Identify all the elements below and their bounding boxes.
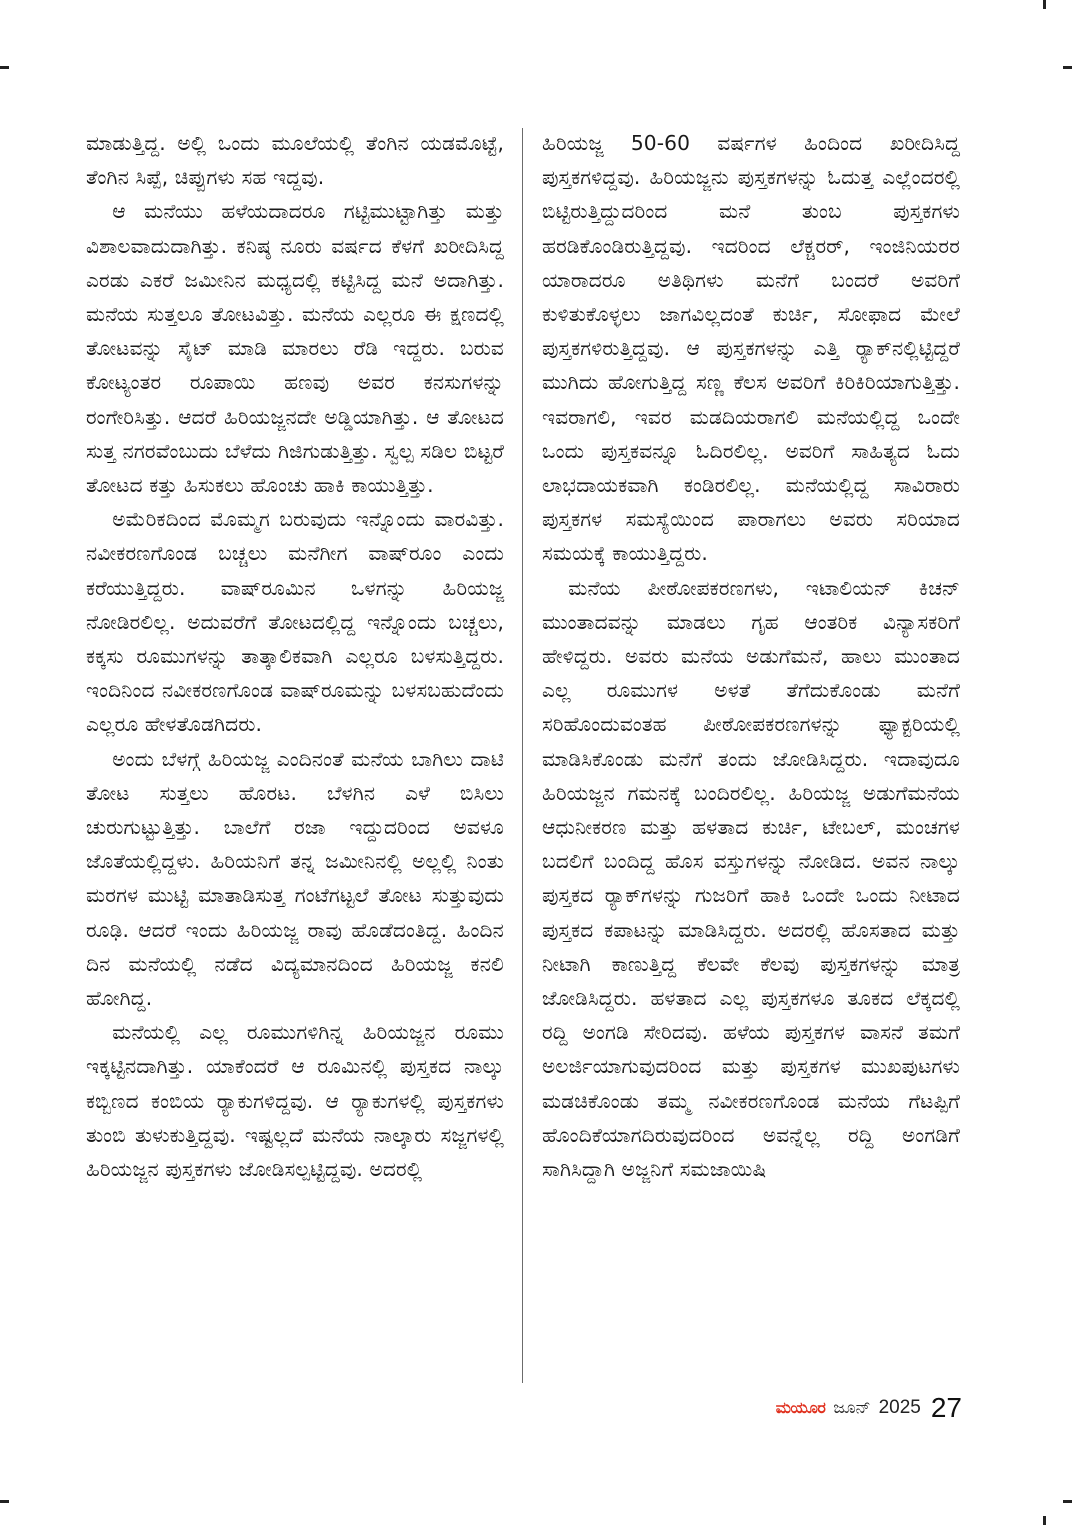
column-divider xyxy=(522,128,523,1383)
paragraph: ಮನೆಯ ಪೀಠೋಪಕರಣಗಳು, ಇಟಾಲಿಯನ್ ಕಿಚನ್ ಮುಂತಾದವನ್ನು ಮಾಡಲು ಗೃಹ ಆಂತರಿಕ ವಿನ್ಯಾಸಕರಿಗೆ ಹೇಳಿದ್ದರು. ಅವರು ಮನೆಯ ಅಡುಗೆಮನೆ, ಹಾಲು ಮುಂತಾದ ಎಲ್ಲ ರೂಮುಗಳ ಅಳತೆ ತೆಗೆದುಕೊಂಡು ಮನೆಗೆ ಸರಿಹೊಂದುವಂತಹ ಪೀಠೋಪಕರಣಗಳನ್ನು ಫ್ಯಾಕ್ಟರಿಯಲ್ಲಿ ಮಾಡಿಸಿಕೊಂಡು ಮನೆಗೆ ತಂದು ಜೋಡಿಸಿದ್ದರು. ಇದಾವುದೂ ಹಿರಿಯಜ್ಜನ ಗಮನಕ್ಕೆ ಬಂದಿರಲಿಲ್ಲ. ಹಿರಿಯಜ್ಜ ಅಡುಗೆಮನೆಯ ಆಧುನೀಕರಣ ಮತ್ತು ಹಳತಾದ ಕುರ್ಚಿ, ಟೇಬಲ್, ಮಂಚಗಳ ಬದಲಿಗೆ ಬಂದಿದ್ದ ಹೊಸ ವಸ್ತುಗಳನ್ನು ನೋಡಿದ. ಅವನ ನಾಲ್ಕು ಪುಸ್ತಕದ ರ್‍ಯಾಕ್‌ಗಳನ್ನು ಗುಜರಿಗೆ ಹಾಕಿ ಒಂದೇ ಒಂದು ನೀಟಾದ ಪುಸ್ತಕದ ಕಪಾಟನ್ನು ಮಾಡಿಸಿದ್ದರು. ಅದರಲ್ಲಿ ಹೊಸತಾದ ಮತ್ತು ನೀಟಾಗಿ ಕಾಣುತ್ತಿದ್ದ ಕೆಲವೇ ಕೆಲವು ಪುಸ್ತಕಗಳನ್ನು ಮಾತ್ರ ಜೋಡಿಸಿದ್ದರು. ಹಳತಾದ ಎಲ್ಲ ಪುಸ್ತಕಗಳೂ ತೂಕದ ಲೆಕ್ಕದಲ್ಲಿ ರದ್ದಿ ಅಂಗಡಿ ಸೇರಿದವು. ಹಳೆಯ ಪುಸ್ತಕಗಳ ವಾಸನೆ ತಮಗೆ ಅಲರ್ಜಿಯಾಗುವುದರಿಂದ ಮತ್ತು ಪುಸ್ತಕಗಳ ಮುಖಪುಟಗಳು ಮಡಚಿಕೊಂಡು ತಮ್ಮ ನವೀಕರಣಗೊಂಡ ಮನೆಯ ಗೆಟಪ್ಪಿಗೆ ಹೊಂದಿಕೆಯಾಗದಿರುವುದರಿಂದ ಅವನ್ನೆಲ್ಲ ರದ್ದಿ ಅಂಗಡಿಗೆ ಸಾಗಿಸಿದ್ದಾಗಿ ಅಜ್ಜನಿಗೆ ಸಮಜಾಯಿಷಿ xyxy=(542,575,960,1182)
crop-mark xyxy=(0,1500,9,1503)
issue-year: 2025 xyxy=(878,1397,921,1418)
crop-mark xyxy=(0,66,9,69)
paragraph: ಆ ಮನೆಯು ಹಳೆಯದಾದರೂ ಗಟ್ಟಿಮುಟ್ಟಾಗಿತ್ತು ಮತ್ತು ವಿಶಾಲವಾದುದಾಗಿತ್ತು. ಕನಿಷ್ಠ ನೂರು ವರ್ಷದ ಕೆಳಗೆ ಖರೀದಿಸಿದ್ದ ಎರಡು ಎಕರೆ ಜಮೀನಿನ ಮಧ್ಯದಲ್ಲಿ ಕಟ್ಟಿಸಿದ್ದ ಮನೆ ಅದಾಗಿತ್ತು. ಮನೆಯ ಸುತ್ತಲೂ ತೋಟವಿತ್ತು. ಮನೆಯ ಎಲ್ಲರೂ ಈ ಕ್ಷಣದಲ್ಲಿ ತೋಟವನ್ನು ಸೈಟ್ ಮಾಡಿ ಮಾರಲು ರೆಡಿ ಇದ್ದರು. ಬರುವ ಕೋಟ್ಯಂತರ ರೂಪಾಯಿ ಹಣವು ಅವರ ಕನಸುಗಳನ್ನು ರಂಗೇರಿಸಿತ್ತು. ಆದರೆ ಹಿರಿಯಜ್ಜನದೇ ಅಡ್ಡಿಯಾಗಿತ್ತು. ಆ ತೋಟದ ಸುತ್ತ ನಗರವೆಂಬುದು ಬೆಳೆದು ಗಿಜಿಗುಡುತ್ತಿತ್ತು. ಸ್ವಲ್ಪ ಸಡಿಲ ಬಿಟ್ಟರೆ ತೋಟದ ಕತ್ತು ಹಿಸುಕಲು ಹೊಂಚು ಹಾಕಿ ಕಾಯುತ್ತಿತ್ತು. xyxy=(86,199,504,498)
crop-mark xyxy=(1063,66,1072,69)
crop-mark xyxy=(1043,1516,1046,1525)
magazine-logo: ಮಯೂರ xyxy=(775,1398,826,1417)
crop-mark xyxy=(1043,0,1046,9)
paragraph: ಮನೆಯಲ್ಲಿ ಎಲ್ಲ ರೂಮುಗಳಿಗಿನ್ನ ಹಿರಿಯಜ್ಜನ ರೂಮು ಇಕ್ಕಟ್ಟಿನದಾಗಿತ್ತು. ಯಾಕೆಂದರೆ ಆ ರೂಮಿನಲ್ಲಿ ಪುಸ್ತಕದ ನಾಲ್ಕು ಕಬ್ಬಿಣದ ಕಂಬಿಯ ರ್‍ಯಾಕುಗಳಿದ್ದವು. ಆ ರ್‍ಯಾಕುಗಳಲ್ಲಿ ಪುಸ್ತಕಗಳು ತುಂಬಿ ತುಳುಕುತ್ತಿದ್ದವು. ಇಷ್ಟಲ್ಲದೆ ಮನೆಯ ನಾಲ್ಕಾರು ಸಜ್ಜಗಳಲ್ಲಿ ಹಿರಿಯಜ್ಜನ ಪುಸ್ತಕಗಳು ಜೋಡಿಸಲ್ಪಟ್ಟಿದ್ದವು. ಅದರಲ್ಲಿ xyxy=(86,1020,504,1182)
paragraph: ಮಾಡುತ್ತಿದ್ದ. ಅಲ್ಲಿ ಒಂದು ಮೂಲೆಯಲ್ಲಿ ತೆಂಗಿನ ಯಡಮೊಟ್ಟೆ, ತೆಂಗಿನ ಸಿಪ್ಪೆ, ಚಿಪ್ಪುಗಳು ಸಹ ಇದ್ದವು. xyxy=(86,131,504,190)
page-number: 27 xyxy=(930,1392,962,1423)
left-column xyxy=(86,126,504,1186)
crop-mark xyxy=(1063,1500,1072,1503)
issue-month: ಜೂನ್ xyxy=(833,1398,871,1418)
page-footer xyxy=(738,1388,962,1428)
right-column xyxy=(542,126,960,1186)
paragraph: ಅಮೆರಿಕದಿಂದ ಮೊಮ್ಮಗ ಬರುವುದು ಇನ್ನೊಂದು ವಾರವಿತ್ತು. ನವೀಕರಣಗೊಂಡ ಬಚ್ಚಲು ಮನೆಗೀಗ ವಾಷ್‌ರೂಂ ಎಂದು ಕರೆಯುತ್ತಿದ್ದರು. ವಾಷ್‌ರೂಮಿನ ಒಳಗನ್ನು ಹಿರಿಯಜ್ಜ ನೋಡಿರಲಿಲ್ಲ. ಅದುವರೆಗೆ ತೋಟದಲ್ಲಿದ್ದ ಇನ್ನೊಂದು ಬಚ್ಚಲು, ಕಕ್ಕಸು ರೂಮುಗಳನ್ನು ತಾತ್ಕಾಲಿಕವಾಗಿ ಎಲ್ಲರೂ ಬಳಸುತ್ತಿದ್ದರು. ಇಂದಿನಿಂದ ನವೀಕರಣಗೊಂಡ ವಾಷ್‌ರೂಮನ್ನು ಬಳಸಬಹುದೆಂದು ಎಲ್ಲರೂ ಹೇಳತೊಡಗಿದರು. xyxy=(86,507,504,737)
paragraph: ಹಿರಿಯಜ್ಜ 50-60 ವರ್ಷಗಳ ಹಿಂದಿಂದ ಖರೀದಿಸಿದ್ದ ಪುಸ್ತಕಗಳಿದ್ದವು. ಹಿರಿಯಜ್ಜನು ಪುಸ್ತಕಗಳನ್ನು ಓದುತ್ತ ಎಲ್ಲೆಂದರಲ್ಲಿ ಬಿಟ್ಟಿರುತ್ತಿದ್ದುದರಿಂದ ಮನೆ ತುಂಬ ಪುಸ್ತಕಗಳು ಹರಡಿಕೊಂಡಿರುತ್ತಿದ್ದವು. ಇದರಿಂದ ಲೆಕ್ಚರರ್, ಇಂಜಿನಿಯರರ ಯಾರಾದರೂ ಅತಿಥಿಗಳು ಮನೆಗೆ ಬಂದರೆ ಅವರಿಗೆ ಕುಳಿತುಕೊಳ್ಳಲು ಜಾಗವಿಲ್ಲದಂತೆ ಕುರ್ಚಿ, ಸೋಫಾದ ಮೇಲೆ ಪುಸ್ತಕಗಳಿರುತ್ತಿದ್ದವು. ಆ ಪುಸ್ತಕಗಳನ್ನು ಎತ್ತಿ ರ್‍ಯಾಕ್‌ನಲ್ಲಿಟ್ಟಿದ್ದರೆ ಮುಗಿದು ಹೋಗುತ್ತಿದ್ದ ಸಣ್ಣ ಕೆಲಸ ಅವರಿಗೆ ಕಿರಿಕಿರಿಯಾಗುತ್ತಿತ್ತು. ಇವರಾಗಲಿ, ಇವರ ಮಡದಿಯರಾಗಲಿ ಮನೆಯಲ್ಲಿದ್ದ ಒಂದೇ ಒಂದು ಪುಸ್ತಕವನ್ನೂ ಓದಿರಲಿಲ್ಲ. ಅವರಿಗೆ ಸಾಹಿತ್ಯದ ಓದು ಲಾಭದಾಯಕವಾಗಿ ಕಂಡಿರಲಿಲ್ಲ. ಮನೆಯಲ್ಲಿದ್ದ ಸಾವಿರಾರು ಪುಸ್ತಕಗಳ ಸಮಸ್ಯೆಯಿಂದ ಪಾರಾಗಲು ಅವರು ಸರಿಯಾದ ಸಮಯಕ್ಕೆ ಕಾಯುತ್ತಿದ್ದರು. xyxy=(542,131,960,566)
paragraph: ಅಂದು ಬೆಳಗ್ಗೆ ಹಿರಿಯಜ್ಜ ಎಂದಿನಂತೆ ಮನೆಯ ಬಾಗಿಲು ದಾಟಿ ತೋಟ ಸುತ್ತಲು ಹೊರಟ. ಬೆಳಗಿನ ಎಳೆ ಬಿಸಿಲು ಚುರುಗುಟ್ಟುತ್ತಿತ್ತು. ಬಾಲೆಗೆ ರಜಾ ಇದ್ದುದರಿಂದ ಅವಳೂ ಜೊತೆಯಲ್ಲಿದ್ದಳು. ಹಿರಿಯನಿಗೆ ತನ್ನ ಜಮೀನಿನಲ್ಲಿ ಅಲ್ಲಲ್ಲಿ ನಿಂತು ಮರಗಳ ಮುಟ್ಟಿ ಮಾತಾಡಿಸುತ್ತ ಗಂಟೆಗಟ್ಟಲೆ ತೋಟ ಸುತ್ತುವುದು ರೂಢಿ. ಆದರೆ ಇಂದು ಹಿರಿಯಜ್ಜ ರಾವು ಹೊಡೆದಂತಿದ್ದ. ಹಿಂದಿನ ದಿನ ಮನೆಯಲ್ಲಿ ನಡೆದ ವಿದ್ಯಮಾನದಿಂದ ಹಿರಿಯಜ್ಜ ಕನಲಿ ಹೋಗಿದ್ದ. xyxy=(86,746,504,1011)
